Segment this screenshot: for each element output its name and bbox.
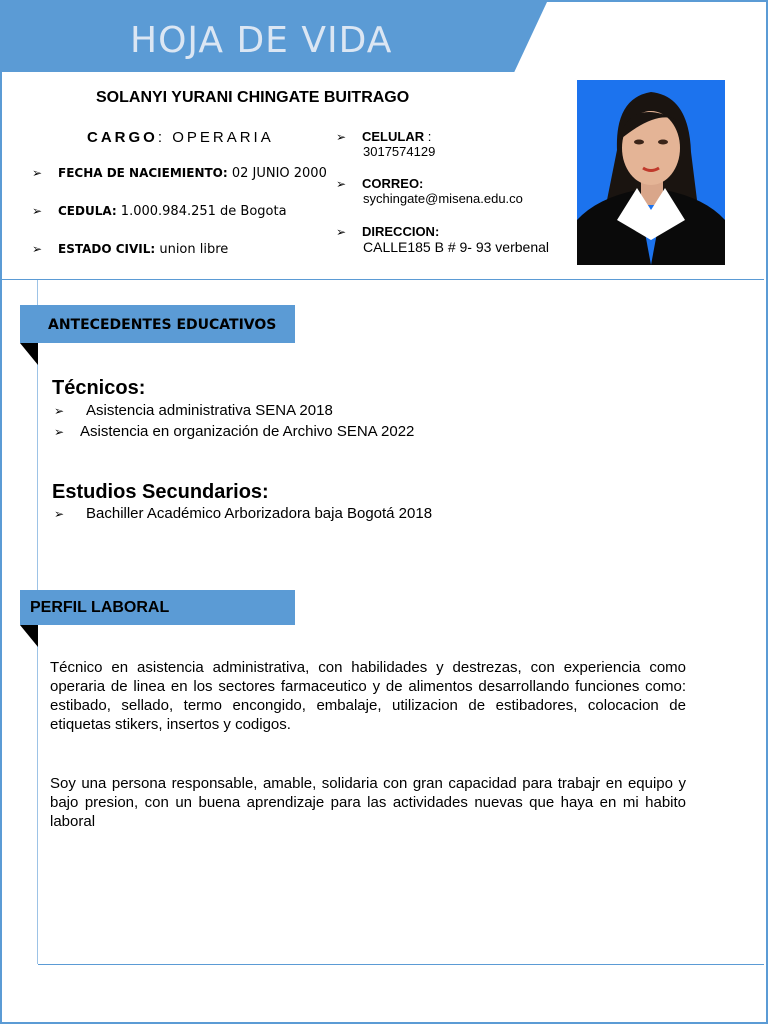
header-divider [2,279,764,280]
tecnicos-heading: Técnicos: [52,377,146,399]
bullet-icon: ➢ [336,225,347,239]
bullet-icon: ➢ [54,425,65,439]
bullet-icon: ➢ [54,404,65,418]
cargo-separator: : [157,129,166,146]
bullet-icon: ➢ [336,130,347,144]
bullet-icon: ➢ [32,242,43,256]
cargo-line [87,129,274,146]
info-cedula: ➢ CEDULA: 1.000.984.251 de Bogota [32,204,287,219]
section-header-perfil [20,590,295,625]
bullet-icon: ➢ [32,166,43,180]
correo-value: sychingate@misena.edu.co [363,191,523,206]
info-direccion: ➢ DIRECCION: CALLE185 B # 9- 93 verbenal [336,224,550,255]
page-title: HOJA DE VIDA [130,20,393,61]
info-birthdate: ➢ FECHA DE NACIEMIENTO: 02 JUNIO 2000 [32,166,327,181]
list-item: ➢ Bachiller Académico Arborizadora baja Bogotá 2018 [54,505,433,522]
info-celular: ➢ CELULAR : 3017574129 [336,129,436,159]
list-item: ➢ Asistencia en organización de Archivo SENA 2022 [54,423,415,440]
celular-value: 3017574129 [363,144,436,159]
footer-divider [38,964,764,965]
list-item: ➢ Asistencia administrativa SENA 2018 [54,402,333,419]
cargo-value: OPERARIA [172,129,274,146]
perfil-paragraph-2: Soy una persona responsable, amable, solidaria con gran capacidad para trabajr en equipo y bajo presion, con un buena aprendizaje para las actividades nuevas que haya en mi habito laboral [50,775,686,830]
cargo-label: CARGO [87,129,158,146]
direccion-value: CALLE185 B # 9- 93 verbenal [363,239,550,255]
section-title-educacion: ANTECEDENTES EDUCATIVOS [48,317,277,333]
bullet-icon: ➢ [32,204,43,218]
portrait-image [577,80,725,265]
section-title-perfil: PERFIL LABORAL [30,599,170,616]
profile-photo [577,80,725,265]
secundarios-heading: Estudios Secundarios: [52,481,269,503]
info-correo: ➢ CORREO: sychingate@misena.edu.co [336,176,523,206]
person-name: SOLANYI YURANI CHINGATE BUITRAGO [96,89,410,106]
info-estado-civil: ➢ ESTADO CIVIL: union libre [32,242,229,257]
perfil-paragraph-1: Técnico en asistencia administrativa, con habilidades y destrezas, con experiencia como operaria de linea en los sectores farmaceutico y de alimentos desarrollando funciones como: estibado, sellado, termo encongido, embalaje, utilizacion de estibadores, colocacion de etiquetas stikers, insertos y codigos. [50,659,686,733]
bullet-icon: ➢ [54,507,65,521]
section-header-educacion [20,305,295,343]
bullet-icon: ➢ [336,177,347,191]
